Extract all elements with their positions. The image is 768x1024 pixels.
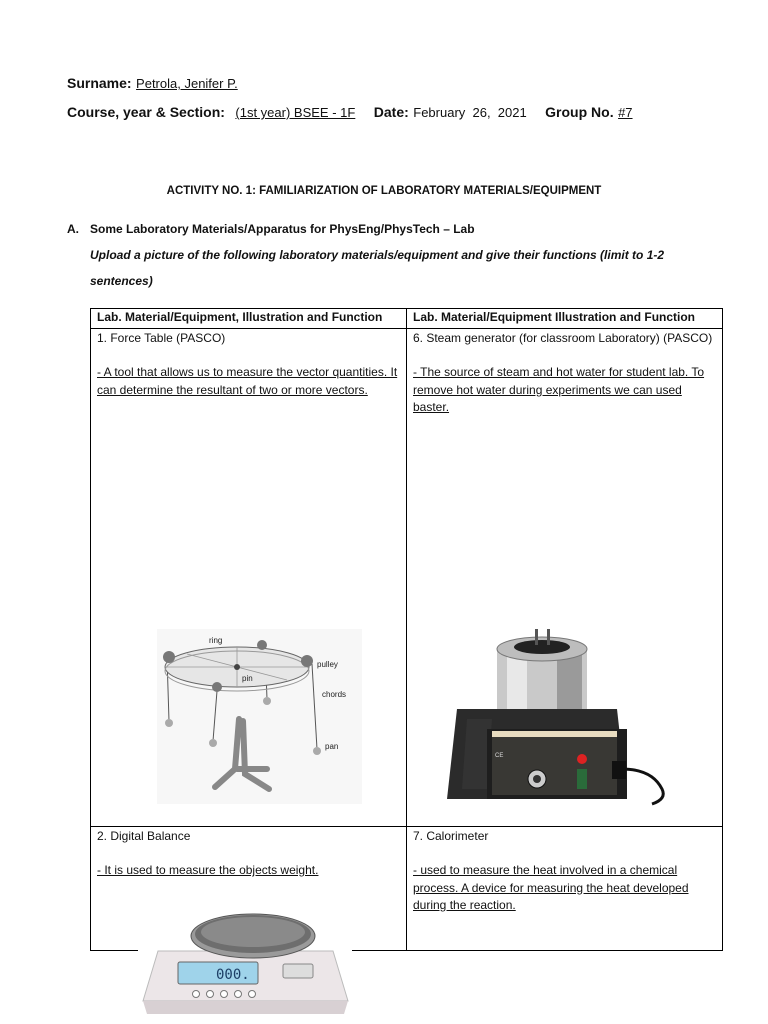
section-letter: A. xyxy=(67,222,79,236)
item-name: 1. Force Table (PASCO) xyxy=(97,331,226,345)
course-line: Course, year & Section: (1st year) BSEE - 1F Date: February 26, 2021 Group No. #7 xyxy=(67,104,633,120)
item-name: 7. Calorimeter xyxy=(413,829,489,843)
equipment-table xyxy=(90,308,723,951)
label-chords: chords xyxy=(322,690,347,699)
label-ring: ring xyxy=(209,636,223,645)
balance-display: 000. xyxy=(216,967,250,983)
item-function: - It is used to measure the objects weight. xyxy=(97,863,319,877)
label-pulley: pulley xyxy=(317,660,338,669)
item-function: - A tool that allows us to measure the vector quantities. It can determine the resultant of two or more vectors. xyxy=(97,365,398,397)
svg-text:CE: CE xyxy=(495,753,504,759)
item-function: - used to measure the heat involved in a chemical process. A device for measuring the heat developed during the reaction. xyxy=(413,863,689,912)
digital-balance-image xyxy=(138,896,352,1024)
surname-label: Surname xyxy=(67,75,127,91)
course-label: Course, year & Section: xyxy=(67,104,225,120)
label-pin: pin xyxy=(242,674,253,683)
surname-value: Petrola, Jenifer P. xyxy=(136,76,238,91)
force-table-image xyxy=(157,629,362,804)
group-value: #7 xyxy=(618,105,633,120)
table-header-left: Lab. Material/Equipment, Illustration and Function xyxy=(91,309,407,329)
section-heading: Some Laboratory Materials/Apparatus for PhysEng/PhysTech – Lab xyxy=(90,222,475,236)
item-name: 2. Digital Balance xyxy=(97,829,191,843)
item-function: - The source of steam and hot water for student lab. To remove hot water during experiments we can used baster. xyxy=(413,365,705,414)
section-instruction: Upload a picture of the following laboratory materials/equipment and give their functions (limit to 1-2 sentences) xyxy=(90,248,665,288)
activity-title: ACTIVITY NO. 1: FAMILIARIZATION OF LABORATORY MATERIALS/EQUIPMENT xyxy=(166,185,602,197)
group-label: Group No. xyxy=(545,104,614,120)
label-pan: pan xyxy=(325,742,339,751)
cell-force-table xyxy=(91,329,407,827)
course-value: (1st year) BSEE - 1F xyxy=(235,105,356,120)
date-label: Date xyxy=(373,104,405,120)
cell-steam-generator xyxy=(407,329,723,827)
surname-line: Surname: Petrola, Jenifer P. xyxy=(67,75,238,91)
steam-generator-image xyxy=(437,619,677,819)
table-row xyxy=(91,329,723,827)
table-header-right: Lab. Material/Equipment Illustration and Function xyxy=(407,309,723,329)
date-value: February 26, 2021 xyxy=(413,105,527,120)
cell-calorimeter xyxy=(407,827,723,951)
item-name: 6. Steam generator (for classroom Laboratory) (PASCO) xyxy=(413,331,713,345)
